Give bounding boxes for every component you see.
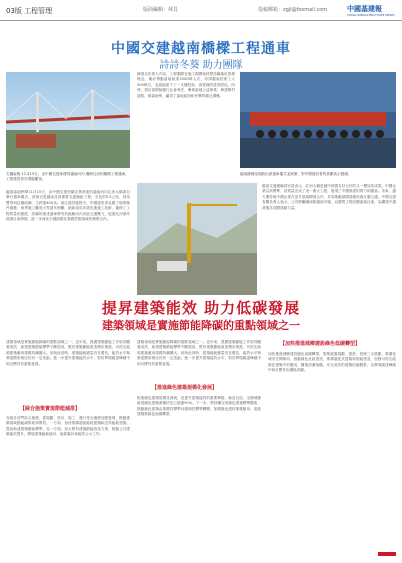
article1-subtitle: 詩詩冬葵 助力團隊 bbox=[159, 60, 243, 71]
editor-credit: 版面編輯：林貝 bbox=[143, 7, 179, 13]
footer-mark bbox=[378, 552, 396, 556]
article2-subheading-2: 【推進綠色建築規模化發展】 bbox=[152, 385, 218, 391]
ceremony-photo bbox=[240, 72, 396, 168]
page-header bbox=[0, 0, 402, 21]
article2-body-4: 加快推進城鄉建設綠色低碳轉型，需要統籌規劃、建設、管理三大環節。要優化城市空間佈局，推動綠色社區建設，推廣裝配式建築和智能建造，加強可再生能源在建築中的應用，構建清潔低碳、安全高效的建築用能體系，為實現碳達峰碳中和目標作出積極貢獻。 bbox=[268, 352, 396, 373]
article2-subtitle: 建築領域是實施節能降碳的重點領域之一 bbox=[102, 319, 300, 332]
page-section-label: 03版 工程管理 bbox=[6, 7, 53, 15]
article2-title: 提昇建築能效 助力低碳發展 bbox=[101, 299, 301, 317]
photo-caption-2: 越南總理范明政出席通車儀式並致辭，對中國建設者的貢獻表示感謝。 bbox=[240, 172, 352, 176]
article2-body-3: 推進綠色建築規模化發展，是提升建築能效的重要舉措。截至目前，全國城鎮新建綠色建築面積佔比已超過90%。下一步，將持續完善綠色建築標準體系，推動綠色建築由推薦性標準向強制性標準轉變，加強綠色建材推廣應用，促進建築業綠色低碳轉型。 bbox=[137, 396, 261, 417]
article2-body-1b: 建築領域是實施節能降碳的重點領域之一。近年來，我國建築節能工作取得顯著成效，新建建築節能標準不斷提高，既有建築節能改造穩步推進，可再生能源建築應用規模持續擴大。但與此同時，建築能耗總量仍在增長，能效水平與發達國家相比仍有一定差距。進一步提升建築能效水平，對於實現碳達峰碳中和目標具有重要意義。 bbox=[137, 340, 261, 366]
article1-body-right: 越南交通運輸部官員表示，紅河大橋是越中兩國友好合作的又一標誌性成果。中國企業以高標準、高質量完成了這一重大工程，展現了中國基建的實力和擔當。未來，越方期待與中國企業在更多領域開展合作，共同推動兩國基礎設施互聯互通。中國交建有關負責人表示，公司將繼續深耕越南市場，以優質工程回饋當地社會，為構建中越命運共同體貢獻力量。 bbox=[262, 184, 396, 210]
article1-body-left: 越南當地時間11月15日，由中國交建所屬企業承建的越南河內紅河大橋項目舉行通車儀式。該項目是越南北部重要交通樞紐工程，全長約3.5公里，採用雙塔斜拉橋結構，主跨達400米。項目建設過程中，中國建設者克服了地質條件複雜、雨季施工難度大等諸多困難，創新採用多項先進施工技術，確保了工程質量和進度。該橋的建成通車將有效緩解河內市區交通壓力，促進紅河兩岸經濟社會發展，進一步深化中越兩國在基礎設施領域的務實合作。 bbox=[6, 190, 130, 222]
photo-caption-1: 左圖說明 11月15日，由中國交建承建的越南河內 橫跨紅河的橋樑工程通車，工程建設者在現場慶祝。 bbox=[6, 172, 129, 181]
construction-photo bbox=[137, 183, 257, 295]
article1-title: 中國交建越南橋樑工程通車 bbox=[111, 41, 291, 57]
article2-body-1: 建築領域是實施節能降碳的重點領域之一。近年來，我國建築節能工作取得顯著成效，新建建築節能標準不斷提高，既有建築節能改造穩步推進，可再生能源建築應用規模持續擴大。但與此同時，建築能耗總量仍在增長，能效水平與發達國家相比仍有一定差距。進一步提升建築能效水平，對於實現碳達峰碳中和目標具有重要意義。 bbox=[6, 340, 130, 366]
article2-body-2: 各地各部門綜合施策，從規劃、設計、施工、運行等全過程加強管理，推動建築領域節能減排取得實效。一方面，加快推廣超低能耗建築和近零能耗建築，提高新建建築節能標準；另一方面，加大既有建築節能改造力度，推動公共建築能效提升，開展建築能耗統計、能源審計和能效公示工作。 bbox=[6, 416, 130, 437]
bridge-photo-left bbox=[6, 72, 130, 168]
article2-subheading-1: 【綜合施策實現節能減排】 bbox=[20, 406, 81, 412]
article2-subheading-3: 【加快推進城鄉建設綠色低碳轉型】 bbox=[280, 341, 361, 347]
newspaper-logo: 中國基建報 bbox=[347, 5, 382, 13]
contact-email: 投稿郵箱：zgjl@foxmail.com bbox=[258, 7, 328, 13]
newspaper-logo-en: CHINA INFRASTRUCTURE NEWS bbox=[347, 13, 395, 17]
article1-body-mid: 據項目負責人介紹，工程團隊在施工期間始終堅持屬地化管理理念，累計帶動當地就業2000餘人次，培訓越南技術工人500餘名，為當地留下了一支懂技術、會管理的建設隊伍。同時，項目部積極履行社會責任，參與當地公益事業，修建鄉村道路、捐資助學，贏得了當地政府和民眾的廣泛讚譽。 bbox=[137, 72, 235, 98]
